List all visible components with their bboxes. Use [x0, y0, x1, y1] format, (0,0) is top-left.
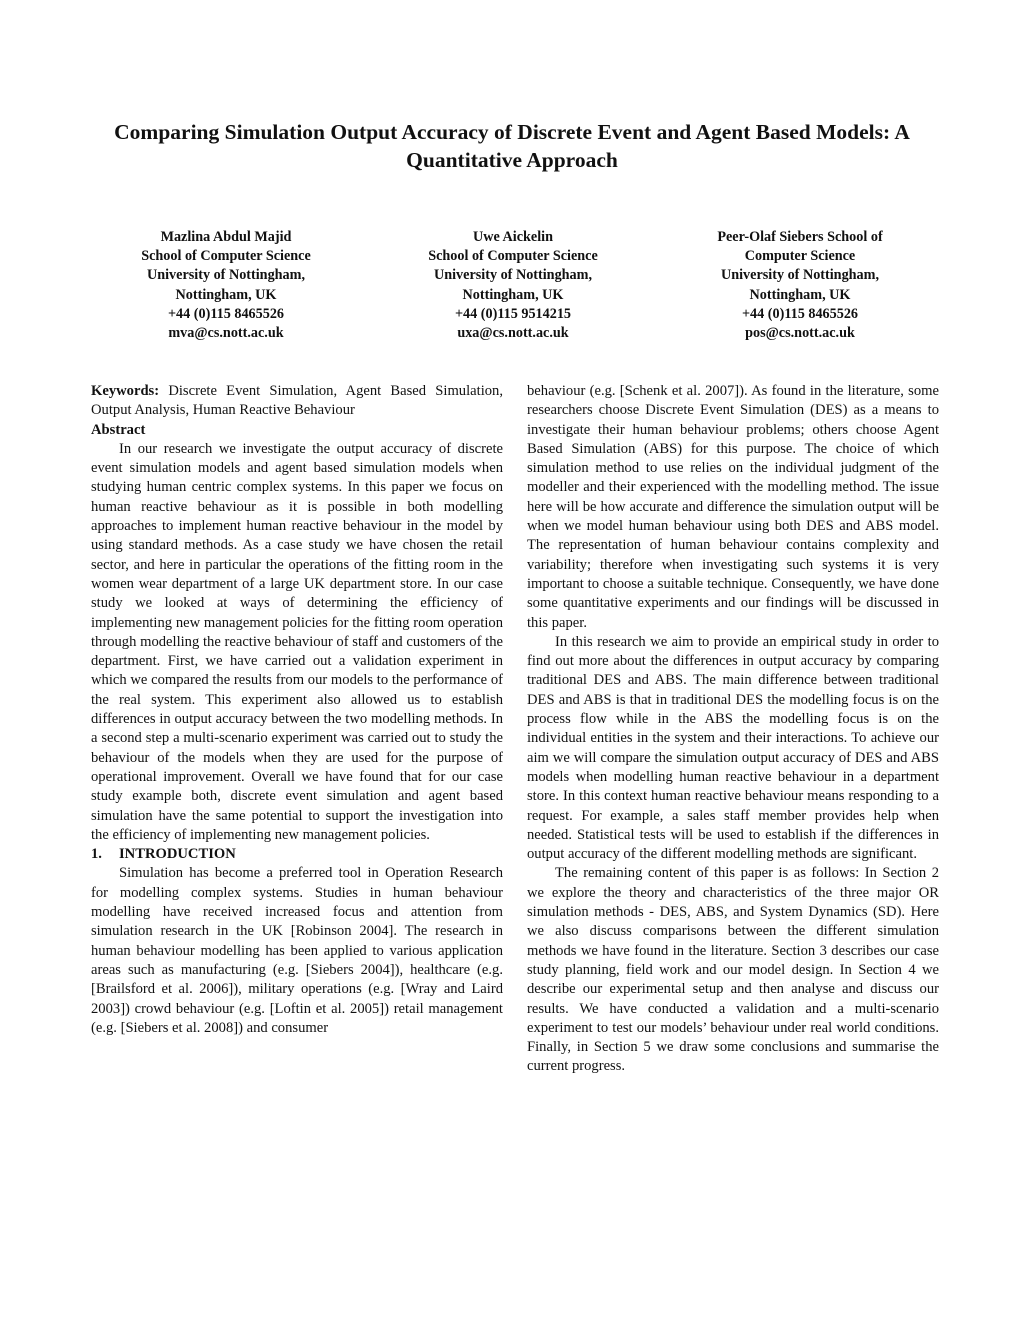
keywords-text: Discrete Event Simulation, Agent Based Simulation, Output Analysis, Human Reactive Behaviour [91, 383, 503, 419]
author-3-location: Nottingham, UK [749, 286, 851, 303]
author-2-name: Uwe Aickelin [473, 229, 553, 245]
author-1-phone: +44 (0)115 8465526 [167, 305, 285, 322]
author-1 [96, 228, 356, 343]
intro-paragraph-1: Simulation has become a preferred tool in Operation Research for modelling complex systems. Studies in human behaviour modelling have received increased focus and attention from simulation research in the UK [Robinson 2004]. The research in human behaviour modelling has been applied to various application areas such as manufacturing (e.g. [Siebers 2004]), healthcare (e.g. [Brailsford et al. 2006]), military operations (e.g. [Wray and Laird 2003]) crowd behaviour (e.g. [Loftin et al. 2005]) retail management (e.g. [Siebers et al. 2008]) and consumer [91, 865, 503, 1036]
intro-paragraph-3: The remaining content of this paper is as follows: In Section 2 we explore the theory and characteristics of the three major OR simulation methods - DES, ABS, and System Dynamics (SD). Here we also discuss comparisons between the different simulation methods we have found in the literature. Section 3 describes our case study planning, field work and our model design. In Section 4 we describe our experimental setup and then analyse and discuss our results. We have conducted a validation and a multi-scenario experiment to test our models’ behaviour under real world conditions. Finally, in Section 5 we draw some conclusions and summarise the current progress. [527, 865, 939, 1075]
keywords-label: Keywords: [91, 383, 160, 399]
author-2-location: Nottingham, UK [462, 286, 564, 303]
author-1-university: University of Nottingham, [146, 267, 306, 284]
author-1-school: School of Computer Science [141, 248, 311, 265]
author-3-email: pos@cs.nott.ac.uk [745, 325, 855, 342]
abstract-heading: Abstract [91, 421, 146, 438]
author-2-email: uxa@cs.nott.ac.uk [457, 325, 569, 342]
abstract-text: In our research we investigate the output accuracy of discrete event simulation models and agent based simulation models when studying human centric complex systems. In this paper we focus on human reactive behaviour as it is possible in both modelling approaches to implement human reactive behaviour in the model by using standard methods. As a case study we have chosen the retail sector, and here in particular the operations of the fitting room in the women wear department of a large UK department store. In our case study we looked at ways of determining the efficiency of implementing new management policies for the fitting room operation through modelling the reactive behaviour of staff and customers of the department. First, we have carried out a validation experiment in which we compared the results from our models to the performance of the real system. This experiment also allowed us to establish differences in output accuracy between the two modelling methods. In a second step a multi-scenario experiment was carried out to study the behaviour of the models when they are used for the purpose of operational improvement. Overall we have found that for our case study example both, discrete event simulation and agent based simulation have the same potential to support the investigation into the efficiency of implementing new management policies. [91, 440, 503, 843]
author-3 [670, 228, 930, 343]
author-3-university: University of Nottingham, [720, 267, 880, 284]
author-1-name: Mazlina Abdul Majid [160, 229, 292, 245]
author-2 [383, 228, 643, 343]
author-2-phone: +44 (0)115 9514215 [454, 305, 572, 322]
author-1-location: Nottingham, UK [175, 286, 277, 303]
author-3-school: Computer Science [744, 248, 856, 265]
author-2-school: School of Computer Science [428, 248, 598, 265]
right-column [527, 382, 939, 1077]
left-column [91, 382, 503, 1038]
author-2-university: University of Nottingham, [433, 267, 593, 284]
author-1-email: mva@cs.nott.ac.uk [168, 325, 284, 342]
section-title: INTRODUCTION [119, 846, 236, 863]
author-3-name: Peer-Olaf Siebers School of [717, 229, 883, 245]
section-number: 1. [91, 846, 102, 863]
intro-paragraph-1-continued: behaviour (e.g. [Schenk et al. 2007]). As found in the literature, some researchers choose Discrete Event Simulation (DES) as a means to investigate their human behaviour problems; others choose Agent Based Simulation (ABS) for this purpose. The choice of which simulation method to use relies on the individual judgment of the modeller and their experienced with the modelling method. The issue here will be how accurate and difference the simulation output will be when we model human behaviour using both DES and ABS model. The representation of human behaviour contains complexity and variability; therefore when investigating such systems it is very important to choose a suitable technique. Consequently, we have done some quantitative experiments and our findings will be discussed in this paper. [527, 383, 939, 631]
intro-paragraph-2: In this research we aim to provide an empirical study in order to find out more about the differences in output accuracy by comparing traditional DES and ABS. The main difference between traditional DES and ABS is that in traditional DES the modelling focus is on the process flow while in the ABS the modelling focus is on the individual entities in the system and their interactions. To achieve our aim we will compare the simulation output accuracy of DES and ABS models when modelling human reactive behaviour in a department store. In this context human reactive behaviour means responding to a request. For example, a sales staff member provides help when needed. Statistical tests will be used to establish if the differences in output accuracy of the different modelling methods are significant. [527, 633, 939, 863]
keywords [91, 382, 503, 421]
introduction-heading [91, 845, 503, 864]
author-3-phone: +44 (0)115 8465526 [741, 305, 859, 322]
paper-title: Comparing Simulation Output Accuracy of Discrete Event and Agent Based Models: A Quantitative Approach [114, 120, 910, 172]
